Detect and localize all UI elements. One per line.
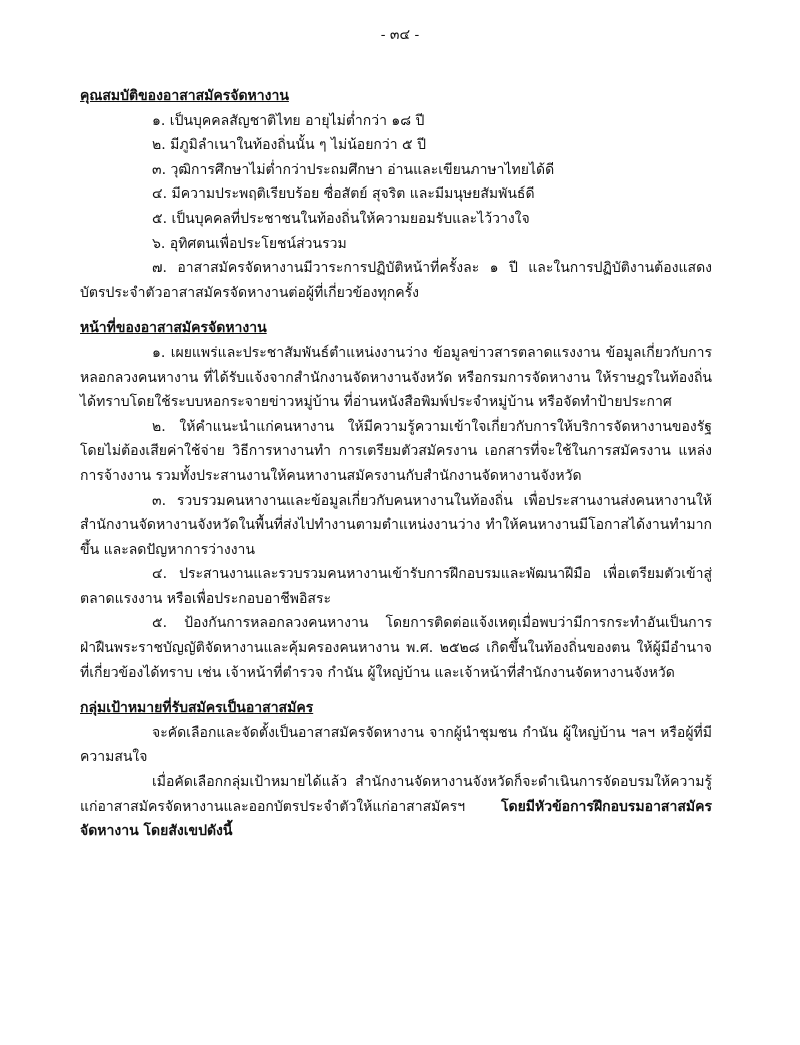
section-heading: กลุ่มเป้าหมายที่รับสมัครเป็นอาสาสมัคร xyxy=(80,700,314,717)
page-number: - ๓๔ - xyxy=(380,27,420,43)
list-item: ๒. มีภูมิลำเนาในท้องถิ่นนั้น ๆ ไม่น้อยกว่า ๕ ปี xyxy=(152,137,426,154)
duties-section xyxy=(80,316,712,685)
paragraph: จะคัดเลือกและจัดตั้งเป็นอาสาสมัครจัดหางาน จากผู้นำชุมชน กำนัน ผู้ใหญ่บ้าน ฯลฯ หรือผู้ที่มีความสนใจ xyxy=(80,724,712,766)
target-group-section xyxy=(80,696,712,844)
section-heading: คุณสมบัติของอาสาสมัครจัดหางาน xyxy=(80,88,289,104)
list-item: ๒. ให้คำแนะนำแก่คนหางาน ให้มีความรู้ความเข้าใจเกี่ยวกับการให้บริการจัดหางานของรัฐโดยไม่ต้องเสียค่าใช้จ่าย วิธีการหางานทำ การเตรียมตัวสมัครงาน เอกสารที่จะใช้ในการสมัครงาน แหล่งการจ้างงาน รวมทั้งประสานงานให้คนหางานสมัครงานกับสำนักงานจัดหางานจังหวัด xyxy=(80,418,712,484)
list-item: ๕. เป็นบุคคลที่ประชาชนในท้องถิ่นให้ความยอมรับและไว้วางใจ xyxy=(152,210,530,227)
section-heading: หน้าที่ของอาสาสมัครจัดหางาน xyxy=(80,320,267,337)
paragraph xyxy=(80,770,712,844)
list-item: ๔. ประสานงานและรวบรวมคนหางานเข้ารับการฝึกอบรมและพัฒนาฝีมือ เพื่อเตรียมตัวเข้าสู่ตลาดแรงงาน หรือเพื่อประกอบอาชีพอิสระ xyxy=(80,566,712,607)
paragraph-text: เมื่อคัดเลือกกลุ่มเป้าหมายได้แล้ว สำนักงานจัดหางานจังหวัดก็จะดำเนินการจัดอบรมให้ความรู้แก่อาสาสมัครจัดหางานและออกบัตรประจำตัวให้แก่อาสาสมัครฯ xyxy=(80,774,712,815)
list-item: ๔. มีความประพฤติเรียบร้อย ซื่อสัตย์ สุจริต และมีมนุษยสัมพันธ์ดี xyxy=(152,186,535,203)
list-item: ๕. ป้องกันการหลอกลวงคนหางาน โดยการติดต่อแจ้งเหตุเมื่อพบว่ามีการกระทำอันเป็นการฝ่าฝืนพระราชบัญญัติจัดหางานและคุ้มครองคนหางาน พ.ศ. ๒๕๒๘ เกิดขึ้นในท้องถิ่นของตน ให้ผู้มีอำนาจที่เกี่ยวข้องได้ทราบ เช่น เจ้าหน้าที่ตำรวจ กำนัน ผู้ใหญ่บ้าน และเจ้าหน้าที่สำนักงานจัดหางานจังหวัด xyxy=(80,615,712,681)
qualifications-section xyxy=(80,84,712,305)
document-body xyxy=(80,84,712,844)
list-item: ๖. อุทิศตนเพื่อประโยชน์ส่วนรวม xyxy=(152,235,347,252)
list-item: ๗. อาสาสมัครจัดหางานมีวาระการปฏิบัติหน้าที่ครั้งละ ๑ ปี และในการปฏิบัติงานต้องแสดงบัตรประจำตัวอาสาสมัครจัดหางานต่อผู้ที่เกี่ยวข้องทุกครั้ง xyxy=(80,260,712,301)
paragraph-bold-text: โดยมีหัวข้อการฝึกอบรมอาสาสมัครจัดหางาน โดยสังเขปดังนี้ xyxy=(80,798,712,840)
list-item: ๑. เผยแพร่และประชาสัมพันธ์ตำแหน่งงานว่าง ข้อมูลข่าวสารตลาดแรงงาน ข้อมูลเกี่ยวกับการหลอกลวงคนหางาน ที่ได้รับแจ้งจากสำนักงานจัดหางานจังหวัด หรือกรมการจัดหางาน ให้ราษฎรในท้องถิ่นได้ทราบโดยใช้ระบบหอกระจายข่าวหมู่บ้าน ที่อ่านหนังสือพิมพ์ประจำหมู่บ้าน หรือจัดทำป้ายประกาศ xyxy=(80,344,712,411)
list-item: ๓. รวบรวมคนหางานและข้อมูลเกี่ยวกับคนหางานในท้องถิ่น เพื่อประสานงานส่งคนหางานให้สำนักงานจัดหางานจังหวัดในพื้นที่ส่งไปทำงานตามตำแหน่งงานว่าง ทำให้คนหางานมีโอกาสได้งานทำมากขึ้น และลดปัญหาการว่างงาน xyxy=(80,492,712,558)
list-item: ๓. วุฒิการศึกษาไม่ต่ำกว่าประถมศึกษา อ่านและเขียนภาษาไทยได้ดี xyxy=(152,161,555,178)
list-item: ๑. เป็นบุคคลสัญชาติไทย อายุไม่ต่ำกว่า ๑๘ ปี xyxy=(152,112,425,129)
